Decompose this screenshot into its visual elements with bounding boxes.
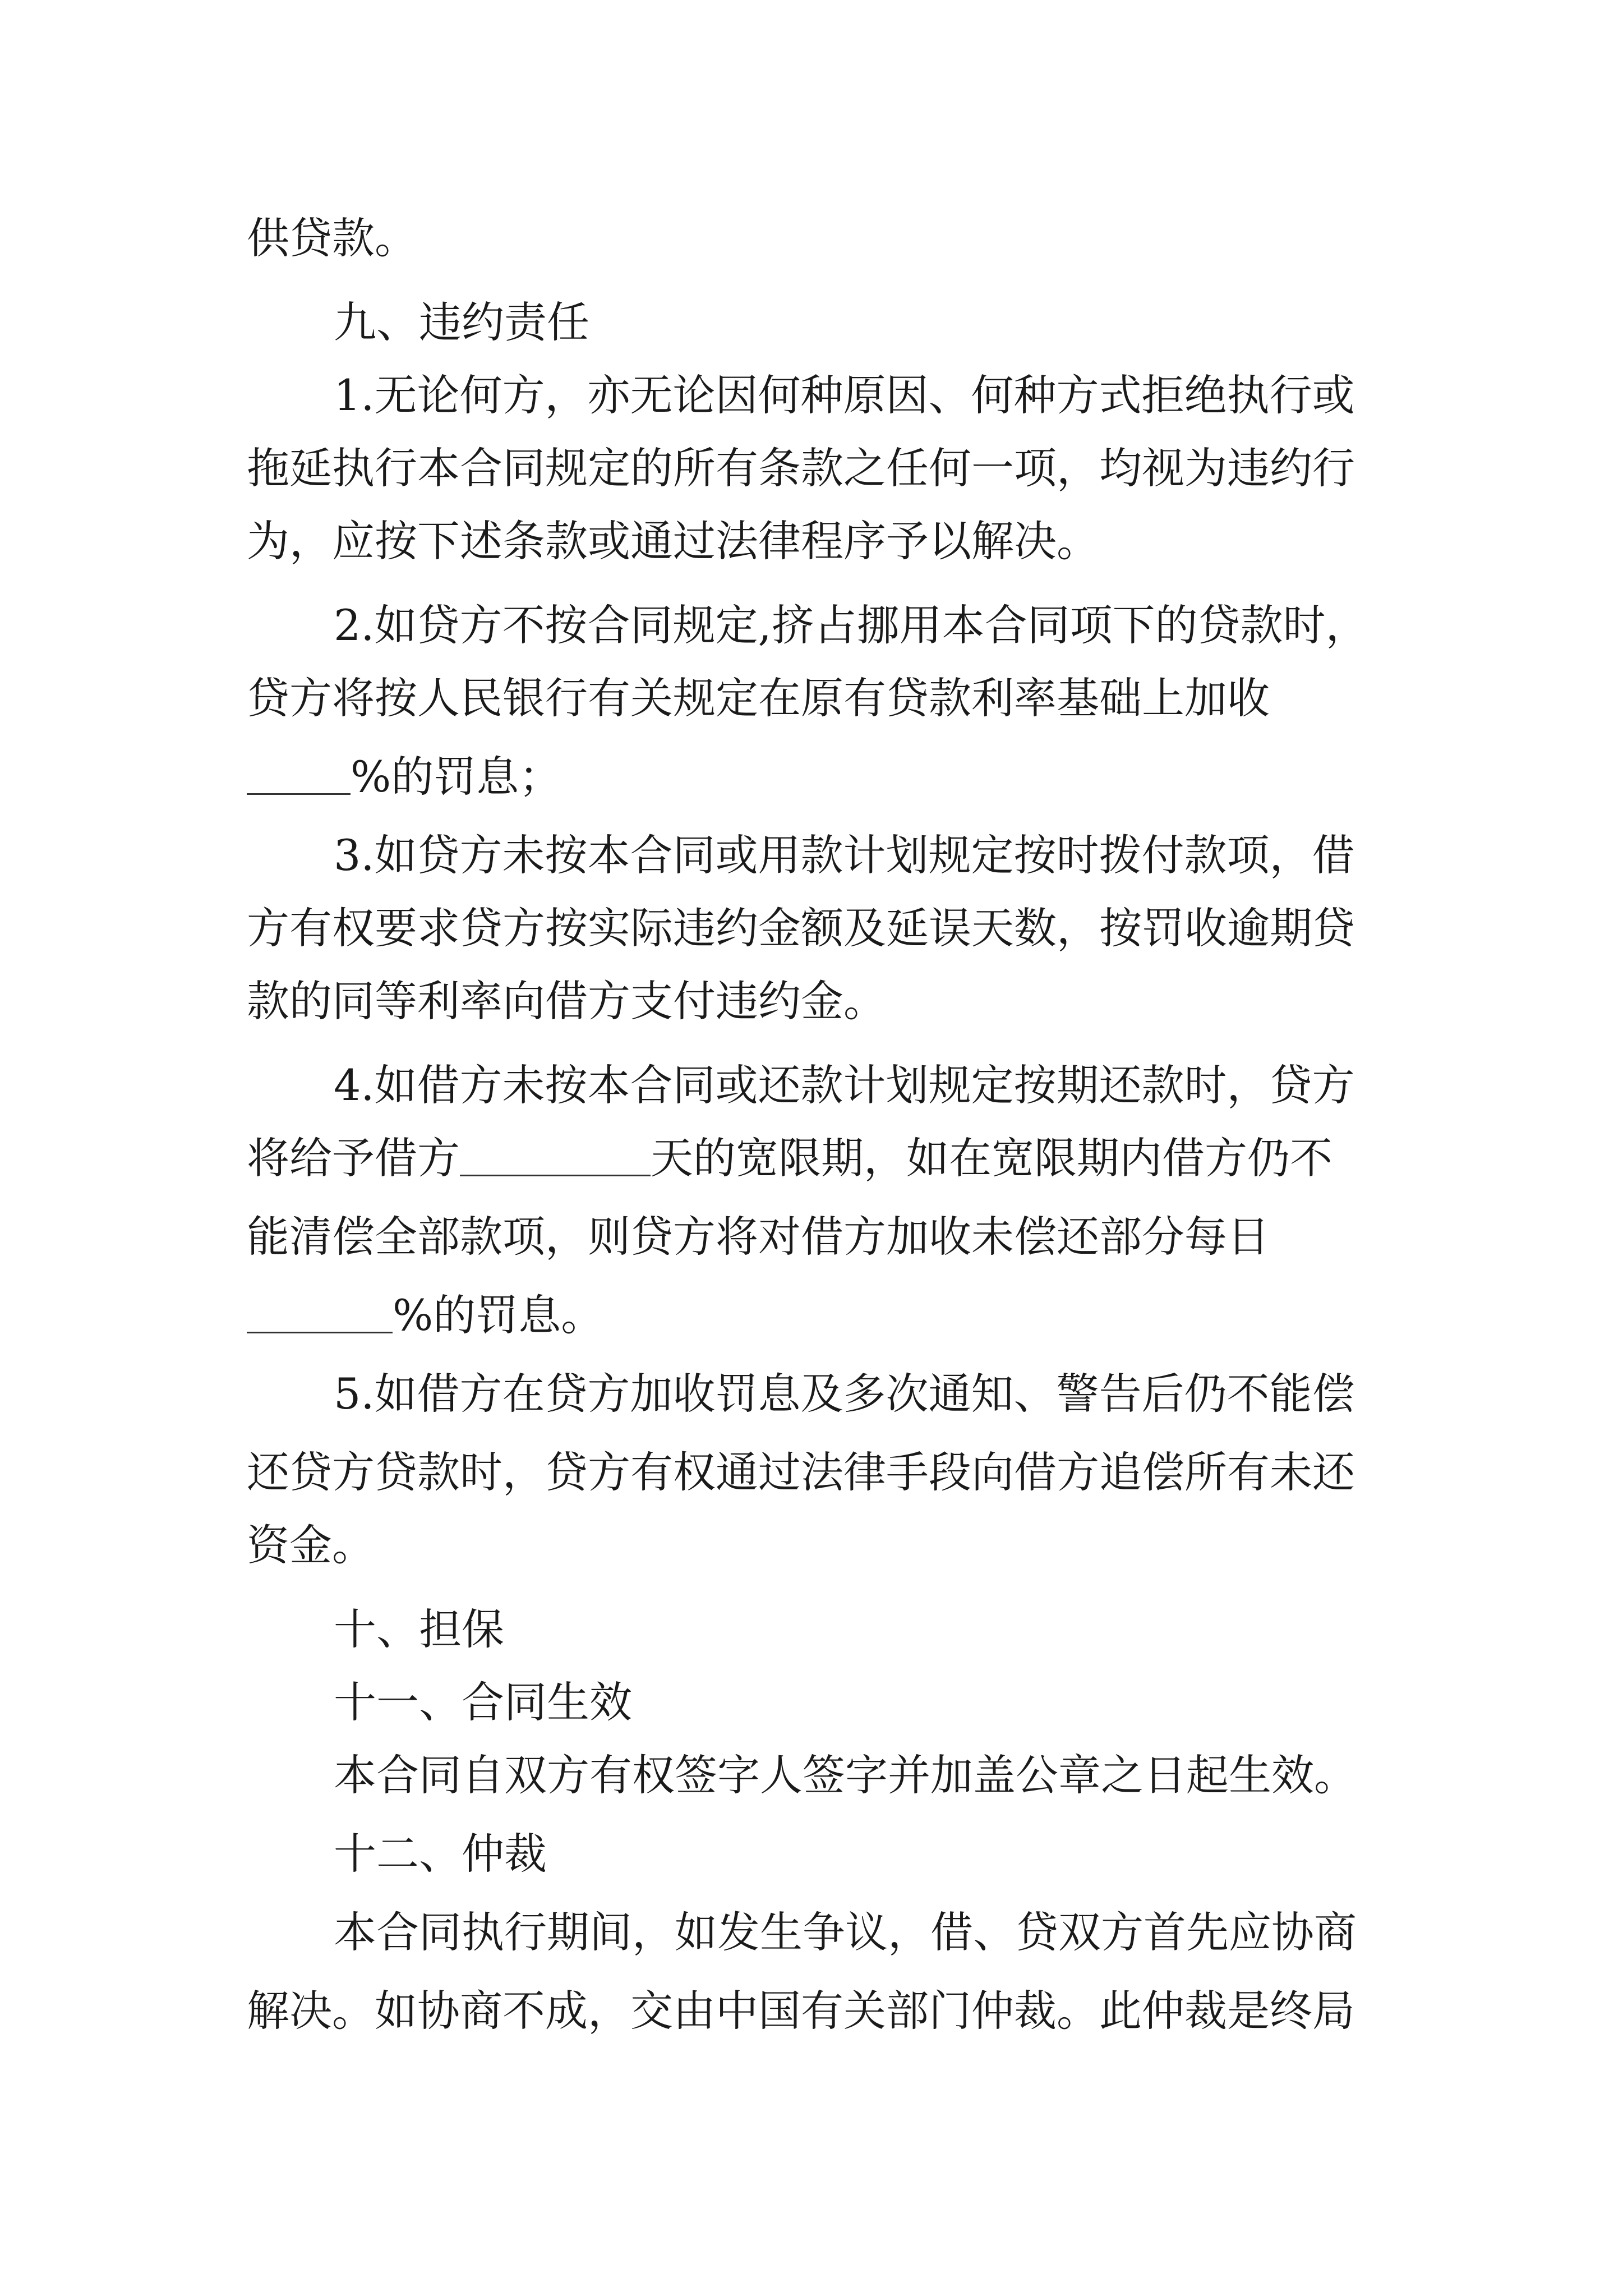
clause-5-line-3: 资金。 bbox=[247, 1520, 375, 1570]
clause-3-line-3: 款的同等利率向借方支付违约金。 bbox=[247, 976, 886, 1026]
text-line bbox=[247, 505, 1623, 578]
text-line bbox=[247, 1200, 1623, 1273]
heading-arbitration: 十二、仲裁 bbox=[334, 1829, 547, 1879]
text-line bbox=[334, 1739, 1623, 1812]
clause-5-line-2: 还贷方贷款时，贷方有权通过法律手段向借方追偿所有未还 bbox=[247, 1447, 1355, 1497]
text-line bbox=[247, 1436, 1623, 1509]
text-line bbox=[247, 1509, 1623, 1582]
clause-4-line-4: %的罚息。 bbox=[393, 1290, 604, 1340]
clause-4-line-1: 4.如借方未按本合同或还款计划规定按期还款时，贷方 bbox=[334, 1060, 1355, 1110]
section-heading bbox=[334, 286, 1623, 359]
clause-2-line-1: 2.如贷方不按合同规定,挤占挪用本合同项下的贷款时， bbox=[334, 600, 1368, 650]
text-line bbox=[334, 1358, 1623, 1430]
blank-field-daily-penalty bbox=[247, 1292, 393, 1333]
heading-effectiveness: 十一、合同生效 bbox=[334, 1677, 632, 1727]
clause-3-line-1: 3.如贷方未按本合同或用款计划规定按时拨付款项，借 bbox=[334, 830, 1355, 880]
heading-breach-liability: 九、违约责任 bbox=[334, 297, 589, 347]
arbitration-line-2: 解决。如协商不成，交由中国有关部门仲裁。此仲裁是终局 bbox=[247, 1986, 1355, 2036]
clause-1-line-3: 为，应按下述条款或通过法律程序予以解决。 bbox=[247, 516, 1099, 566]
clause-3-line-2: 方有权要求贷方按实际违约金额及延误天数，按罚收逾期贷 bbox=[247, 903, 1355, 953]
heading-guarantee: 十、担保 bbox=[334, 1604, 504, 1654]
clause-4-line-3: 能清偿全部款项，则贷方将对借方加收未偿还部分每日 bbox=[247, 1212, 1270, 1262]
text-line bbox=[247, 965, 1623, 1038]
text-line bbox=[334, 589, 1623, 662]
section-heading bbox=[334, 1818, 1623, 1890]
clause-4-line-2a: 将给予借方 bbox=[247, 1133, 460, 1183]
clause-1-line-1: 1.无论何方，亦无论因何种原因、何种方式拒绝执行或 bbox=[334, 370, 1355, 420]
clause-2-line-2: 贷方将按人民银行有关规定在原有贷款利率基础上加收 bbox=[247, 673, 1270, 723]
clause-4-line-2b: 天的宽限期，如在宽限期内借方仍不 bbox=[651, 1133, 1332, 1183]
clause-5-line-1: 5.如借方在贷方加收罚息及多次通知、警告后仍不能偿 bbox=[334, 1369, 1355, 1419]
text-line bbox=[247, 662, 1623, 735]
continuation-text: 供贷款。 bbox=[247, 213, 417, 263]
clause-2-line-3: %的罚息； bbox=[351, 752, 562, 802]
text-line bbox=[247, 892, 1623, 965]
text-line bbox=[334, 1049, 1623, 1122]
text-line bbox=[247, 1975, 1623, 2047]
blank-field-grace-days bbox=[460, 1135, 651, 1176]
text-line bbox=[334, 819, 1623, 892]
text-line bbox=[247, 1279, 1623, 1352]
text-line bbox=[247, 740, 1623, 813]
effectiveness-text: 本合同自双方有权签字人签字并加盖公章之日起生效。 bbox=[334, 1750, 1357, 1800]
text-line bbox=[334, 359, 1623, 432]
text-line bbox=[247, 1122, 1623, 1195]
section-heading bbox=[334, 1593, 1623, 1666]
text-line bbox=[334, 1896, 1623, 1969]
arbitration-line-1: 本合同执行期间，如发生争议，借、贷双方首先应协商 bbox=[334, 1907, 1357, 1957]
blank-field-penalty-rate bbox=[247, 754, 351, 795]
clause-1-line-2: 拖延执行本合同规定的所有条款之任何一项，均视为违约行 bbox=[247, 443, 1355, 493]
text-line bbox=[247, 202, 1623, 275]
section-heading bbox=[334, 1666, 1623, 1739]
text-line bbox=[247, 432, 1623, 505]
